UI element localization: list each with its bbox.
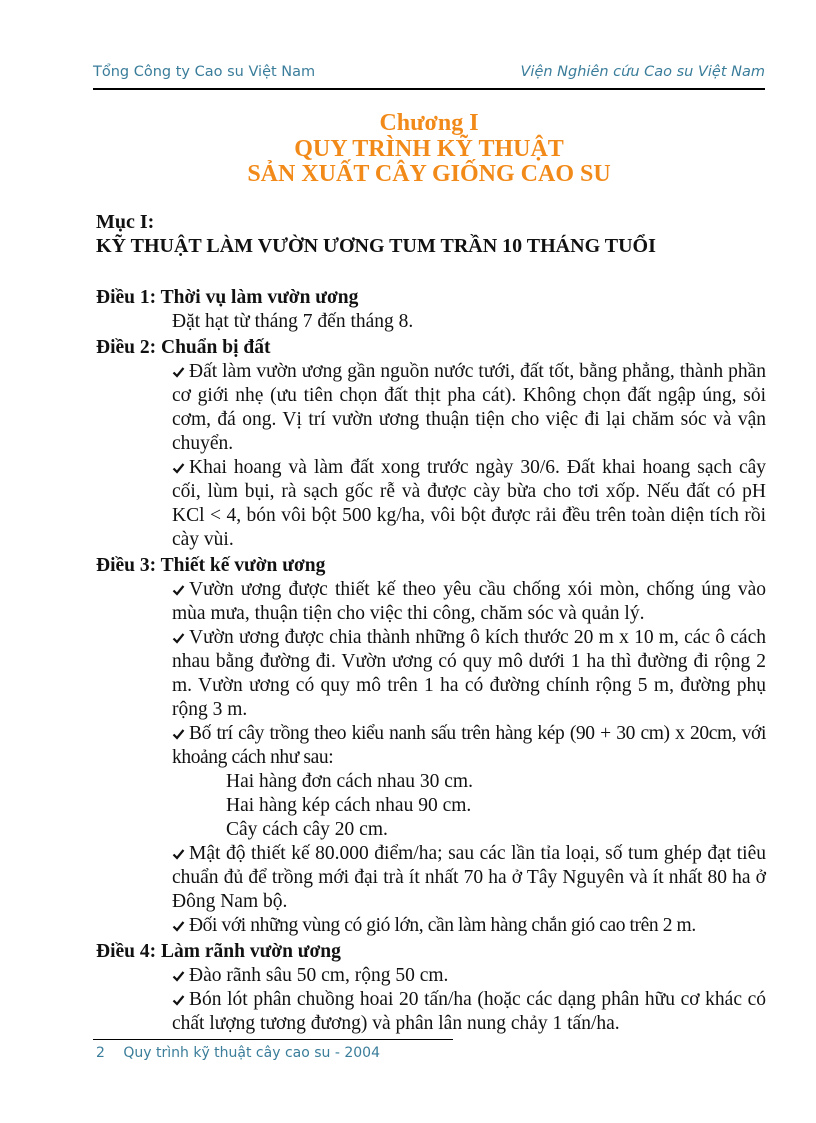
article-4-item-text: Bón lót phân chuồng hoai 20 tấn/ha (hoặc các dạng phân hữu cơ khác có chất lượng tương đương) và phân lân nung chảy 1 tấn/ha. [172, 989, 766, 1034]
spacing-line: Cây cách cây 20 cm. [226, 819, 388, 840]
article-4-item [172, 988, 766, 1036]
article-3-heading: Điều 3: Thiết kế vườn ương [96, 555, 326, 576]
article-3-item-text: Mật độ thiết kế 80.000 điểm/ha; sau các lần tỉa loại, số tum ghép đạt tiêu chuẩn đủ để trồng mới đại trà ít nhất 70 ha ở Tây Nguyên và ít nhất 80 ha ở Đông Nam bộ. [172, 843, 766, 912]
check-icon [172, 970, 186, 982]
running-header [93, 64, 765, 84]
article-3-item [172, 914, 766, 938]
page-number: 2 [96, 1045, 105, 1061]
header-institute: Viện Nghiên cứu Cao su Việt Nam [520, 64, 765, 80]
article-3-item-text: Bố trí cây trồng theo kiểu nanh sấu trên hàng kép (90 + 30 cm) x 20cm, với khoảng cách như sau: [172, 723, 766, 768]
section-title: KỸ THUẬT LÀM VƯỜN ƯƠNG TUM TRẦN 10 THÁNG TUỔI [96, 235, 656, 257]
check-icon [172, 632, 186, 644]
article-2-item-text: Đất làm vườn ương gần nguồn nước tưới, đất tốt, bằng phẳng, thành phần cơ giới nhẹ (ưu tiên chọn đất thịt pha cát). Không chọn đất ngập úng, sỏi cơm, đá ong. Vị trí vườn ương thuận tiện cho việc đi lại chăm sóc và vận chuyển. [172, 361, 766, 454]
header-rule [93, 88, 765, 90]
check-icon [172, 848, 186, 860]
article-3-item-text: Vườn ương được chia thành những ô kích thước 20 m x 10 m, các ô cách nhau bằng đường đi. Vườn ương có quy mô dưới 1 ha thì đường đi rộng 2 m. Vườn ương có quy mô trên 1 ha có đường chính rộng 5 m, đường phụ rộng 3 m. [172, 627, 766, 720]
article-2-heading: Điều 2: Chuẩn bị đất [96, 337, 271, 358]
document-body [96, 210, 766, 1036]
check-icon [172, 920, 186, 932]
article-2-item-text: Khai hoang và làm đất xong trước ngày 30/6. Đất khai hoang sạch cây cối, lùm bụi, rà sạch gốc rễ và được cày bừa cho tơi xốp. Nếu đất có pH KCl < 4, bón vôi bột 500 kg/ha, vôi bột được rải đều trên toàn diện tích rồi cày vùi. [172, 457, 766, 550]
check-icon [172, 994, 186, 1006]
article-3-item [172, 842, 766, 914]
check-icon [172, 728, 186, 740]
spacing-line: Hai hàng đơn cách nhau 30 cm. [226, 771, 473, 792]
article-2-item [172, 456, 766, 552]
check-icon [172, 584, 186, 596]
article-3-item [172, 578, 766, 626]
footer-rule [93, 1039, 453, 1040]
spacing-line: Hai hàng kép cách nhau 90 cm. [226, 795, 472, 816]
article-3-item [172, 626, 766, 722]
article-4-item-text: Đào rãnh sâu 50 cm, rộng 50 cm. [189, 965, 449, 986]
header-organization: Tổng Công ty Cao su Việt Nam [93, 64, 316, 80]
article-4-item [172, 964, 766, 988]
chapter-title-line2: SẢN XUẤT CÂY GIỐNG CAO SU [247, 161, 611, 187]
article-1-heading: Điều 1: Thời vụ làm vườn ương [96, 287, 359, 308]
check-icon [172, 462, 186, 474]
chapter-title-line1: QUY TRÌNH KỸ THUẬT [294, 136, 564, 162]
article-3-item-text: Đối với những vùng có gió lớn, cần làm hàng chắn gió cao trên 2 m. [189, 915, 696, 936]
article-4-heading: Điều 4: Làm rãnh vườn ương [96, 941, 341, 962]
check-icon [172, 366, 186, 378]
article-2-item [172, 360, 766, 456]
footer-text: Quy trình kỹ thuật cây cao su - 2004 [123, 1045, 380, 1061]
section-label: Mục I: [96, 211, 155, 233]
chapter-label: Chương I [379, 110, 479, 136]
article-3-item [172, 722, 766, 770]
page-footer [96, 1045, 380, 1061]
article-3-item-text: Vườn ương được thiết kế theo yêu cầu chống xói mòn, chống úng vào mùa mưa, thuận tiện cho việc thi công, chăm sóc và quản lý. [172, 579, 766, 624]
article-1-text: Đặt hạt từ tháng 7 đến tháng 8. [172, 311, 414, 332]
